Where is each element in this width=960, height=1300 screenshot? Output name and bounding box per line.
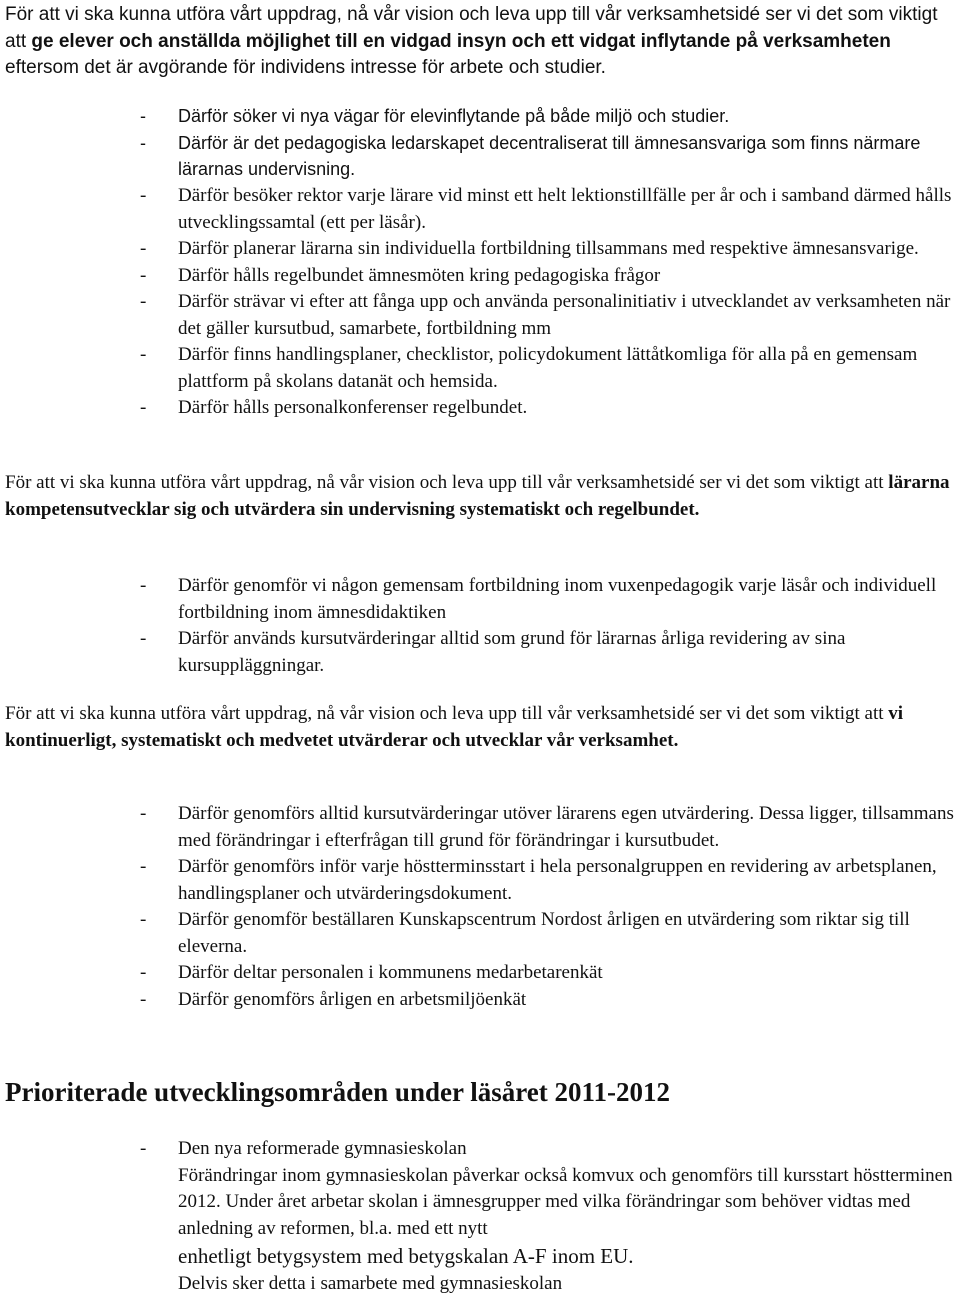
list-dash: -	[140, 575, 147, 596]
list-dash: -	[140, 803, 147, 824]
list-item	[140, 626, 955, 679]
section1-intro-text: För att vi ska kunna utföra vårt uppdrag, nå vår vision och leva upp till vår verksamhetsidé ser vi det som viktigt att	[5, 4, 938, 52]
section2-intro	[5, 470, 955, 523]
section2-intro-text: För att vi ska kunna utföra vårt uppdrag, nå vår vision och leva upp till vår verksamhetsidé ser vi det som viktigt att	[5, 472, 889, 493]
section1-intro-emphasis: ge elever och anställda möjlighet till en vidgad insyn och ett vidgat inflytande på verksamheten	[31, 30, 891, 52]
list-dash: -	[140, 856, 147, 877]
list-item	[140, 801, 955, 854]
list-item-text: Därför deltar personalen i kommunens medarbetarenkät	[178, 962, 603, 983]
list-item	[140, 263, 955, 290]
list-item-text: Därför genomförs årligen en arbetsmiljöenkät	[178, 988, 527, 1010]
list-item	[140, 1136, 955, 1298]
list-dash: -	[140, 264, 147, 286]
list-item-text: Därför genomför vi någon gemensam fortbildning inom vuxenpedagogik varje läsår och individuell fortbildning inom ämnesdidaktiken	[178, 575, 937, 623]
list-item-text: Därför besöker rektor varje lärare vid minst ett helt lektionstillfälle per år och i samband därmed hålls utvecklingssamtal (ett per läsår).	[178, 185, 952, 233]
list-dash: -	[140, 397, 147, 418]
list-item-text: Därför planerar lärarna sin individuella fortbildning tillsammans med respektive ämnesansvarige.	[178, 238, 919, 259]
section1-intro-tail: eftersom det är avgörande för individens intresse för arbete och studier.	[5, 57, 606, 78]
priorities-list	[140, 1136, 955, 1298]
list-dash: -	[140, 1138, 147, 1159]
list-item-text: Därför genomförs alltid kursutvärderingar utöver lärarens egen utvärdering. Dessa ligger, tillsammans med förändringar i efterfrågan till grund för förändringar i kursutbudet.	[178, 803, 954, 851]
list-dash: -	[140, 291, 147, 312]
priority-description-continued: enhetligt betygsystem med betygskalan A-F inom EU.	[178, 1244, 634, 1268]
section1-list-continued	[140, 183, 955, 422]
list-item-text: Därför söker vi nya vägar för elevinflytande på både miljö och studier.	[178, 106, 730, 126]
list-dash: -	[140, 344, 147, 365]
section3-intro-emphasis: vi kontinuerligt, systematiskt och medvetet utvärderar och utvecklar vår verksamhet.	[5, 703, 904, 751]
list-dash: -	[140, 988, 147, 1010]
list-item	[140, 342, 955, 395]
list-item-text: Därför är det pedagogiska ledarskapet decentraliserat till ämnesansvariga som finns närmare lärarnas undervisning.	[178, 132, 921, 179]
priority-description: Förändringar inom gymnasieskolan påverkar också komvux och genomförs till kursstart höstterminen 2012. Under året arbetar skolan i ämnesgrupper med vilka förändringar som behöver vidtas med anledning av reformen, bl.a. med ett nytt	[178, 1164, 953, 1239]
section-heading: Prioriterade utvecklingsområden under läsåret 2011-2012	[5, 1077, 670, 1107]
section2-list	[140, 573, 955, 679]
section3-list	[140, 801, 955, 1013]
list-item	[140, 987, 955, 1014]
list-item	[140, 395, 955, 422]
section1-list	[140, 103, 955, 183]
section1-intro	[5, 2, 955, 82]
list-item	[140, 907, 955, 960]
list-item-text: Därför hålls personalkonferenser regelbundet.	[178, 397, 528, 418]
list-item-text: Därför strävar vi efter att fånga upp och använda personalinitiativ i utvecklandet av verksamheten när det gäller kursutbud, samarbete, fortbildning mm	[178, 291, 951, 339]
list-dash: -	[140, 185, 147, 206]
list-item-text: Därför finns handlingsplaner, checklistor, policydokument lättåtkomliga för alla på en gemensam plattform på skolans datanät och hemsida.	[178, 344, 918, 392]
list-dash: -	[140, 106, 146, 126]
list-dash: -	[140, 132, 146, 153]
list-dash: -	[140, 909, 147, 930]
list-item	[140, 103, 955, 130]
list-item	[140, 960, 955, 987]
list-item-text: Därför används kursutvärderingar alltid som grund för lärarnas årliga revidering av sina kursuppläggningar.	[178, 628, 846, 676]
list-item	[140, 130, 955, 183]
list-dash: -	[140, 628, 147, 649]
list-item	[140, 573, 955, 626]
list-item-text: Därför hålls regelbundet ämnesmöten kring pedagogiska frågor	[178, 264, 661, 286]
section2-intro-emphasis: lärarna kompetensutvecklar sig och utvärdera sin undervisning systematiskt och regelbundet.	[5, 472, 950, 520]
list-item-text: Därför genomför beställaren Kunskapscentrum Nordost årligen en utvärdering som riktar sig till eleverna.	[178, 909, 910, 957]
priority-note: Delvis sker detta i samarbete med gymnasieskolan	[178, 1273, 563, 1294]
list-item-text: Därför genomförs inför varje höstterminsstart i hela personalgruppen en revidering av arbetsplanen, handlingsplaner och utvärderingsdokument.	[178, 856, 937, 904]
list-item	[140, 854, 955, 907]
list-dash: -	[140, 962, 147, 983]
list-item	[140, 183, 955, 236]
list-item	[140, 236, 955, 263]
list-item	[140, 289, 955, 342]
priority-title: Den nya reformerade gymnasieskolan	[178, 1138, 467, 1159]
section3-intro	[5, 701, 955, 754]
section3-intro-text: För att vi ska kunna utföra vårt uppdrag, nå vår vision och leva upp till vår verksamhetsidé ser vi det som viktigt att	[5, 703, 889, 724]
list-dash: -	[140, 238, 147, 259]
